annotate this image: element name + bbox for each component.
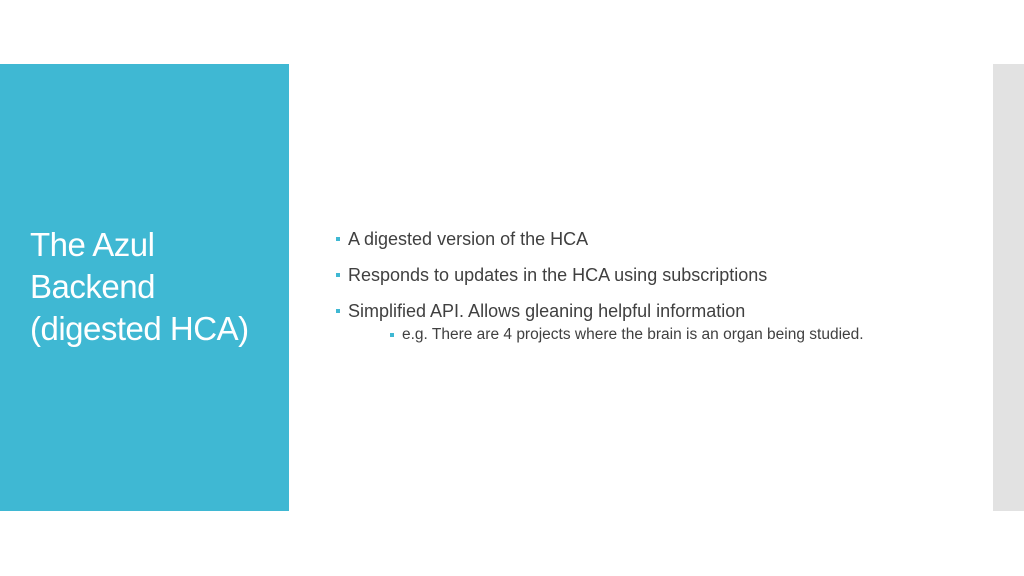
sub-bullet-list xyxy=(348,324,976,346)
sub-bullet-item xyxy=(390,324,976,346)
bullet-icon xyxy=(336,237,340,241)
bullet-list xyxy=(336,226,976,346)
sub-bullet-icon xyxy=(390,333,394,337)
bullet-icon xyxy=(336,309,340,313)
bullet-text: Responds to updates in the HCA using subscriptions xyxy=(348,265,768,285)
title-line-1: The Azul xyxy=(30,226,155,263)
bullet-text: Simplified API. Allows gleaning helpful information xyxy=(348,301,746,321)
bullet-text: A digested version of the HCA xyxy=(348,229,589,249)
right-side-bar xyxy=(993,64,1024,511)
bullet-item xyxy=(336,262,976,288)
title-line-2: Backend xyxy=(30,268,155,305)
bullet-icon xyxy=(336,273,340,277)
sub-bullet-text: e.g. There are 4 projects where the brain is an organ being studied. xyxy=(402,326,864,343)
bullet-item xyxy=(336,226,976,252)
slide-title xyxy=(30,224,280,350)
bullet-item xyxy=(336,298,976,346)
title-line-3: (digested HCA) xyxy=(30,310,249,347)
